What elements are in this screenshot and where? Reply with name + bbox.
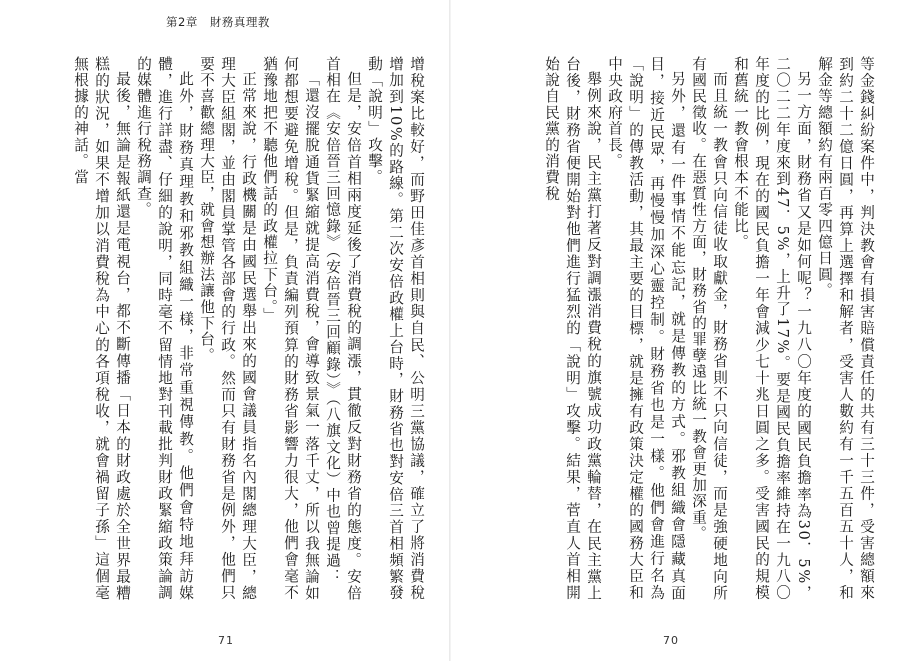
- paragraph: 而且統一教會只向信徒收取獻金，財務省則不只向信徒，而是強硬地向所有國民徵收。在惡質性方面，財務省的罪孽遠比統一教會更加深重。: [690, 56, 728, 601]
- paragraph: 另外，還有一件事情不能忘記，就是傳教的方式。邪教組織會隱藏真面目，接近民眾，再慢慢加深心靈控制。財務省也是一樣。他們會進行名為「說明」的傳教活動，其最主要的目標，就是擁有政策決定權的國務大臣和中央政府首長。: [606, 56, 686, 601]
- paragraph: 「還沒擺脫通貨緊縮就提高消費稅，會導致景氣一落千丈，所以我無論如何都想要避免增稅。但是，負責編列預算的財務省影響力很大，他們會毫不猶豫地把不聽他們話的政權拉下台。」: [261, 56, 320, 601]
- paragraph: 增稅案比較好，而野田佳彥首相則與自民、公明三黨協議，確立了將消費稅增加到10%的路線。第二次安倍政權上台時，財務省也對安倍三首相頻繁發動「說明」攻擊。: [366, 56, 425, 601]
- paragraph: 正常來說，行政機關是由國民選舉出來的國會議員指名內閣總理大臣，總理大臣組閣，並由閣員掌管各部會的行政。然而只有財務省是例外，他們只要不喜歡總理大臣，就會想辦法讓他下台。: [198, 56, 257, 601]
- left-page-body: [22, 56, 427, 601]
- paragraph: 另一方面，財務省又是如何呢？一九八〇年度的國民負擔率為30．5%，二〇二二年度來到47．5%，上升了17%。要是國民負擔率維持在一九八〇年度的比例，現在的國民負擔一年會減少七十兆日圓之多。受害國民的規模和舊統一教會根本不能比。: [732, 56, 812, 601]
- right-page: [450, 0, 900, 661]
- running-head: 第2章 財務真理教: [166, 15, 270, 29]
- page-number: 71: [218, 634, 234, 647]
- paragraph: 最後，無論是報紙還是電視台，都不斷傳播「日本的財政處於全世界最糟糕的狀況，如果不增加以消費稅為中心的各項稅收，就會禍留子孫」這個毫無根據的神話。當: [72, 56, 131, 601]
- right-page-body: [472, 56, 877, 601]
- paragraph: 等金錢糾紛案件中，判決教會有損害賠償責任的共有三十三件，受害總額來到約二十二億日圓，再算上選擇和解者，受害人數約有一千五百五十人，和解金等總額約有兩百零四億日圓。: [816, 56, 875, 601]
- paragraph: 舉例來說，民主黨打著反對調漲消費稅的旗號成功政黨輪替，在民主黨上台後，財務省便開始對他們進行猛烈的「說明」攻擊。結果，菅直人首相開始說自民黨的消費稅: [543, 56, 602, 601]
- paragraph: 此外，財務真理教和邪教組織一樣，非常重視傳教。他們會特地拜訪媒體，進行詳盡、仔細的說明，同時毫不留情地對刊載批判財政緊縮政策論調的媒體進行稅務調查。: [135, 56, 194, 601]
- paragraph: 但是，安倍首相兩度延後了消費稅的調漲，貫徹反對財務省的態度。安倍首相在《安倍晉三回憶錄》（安倍晉三回顧錄）》（八旗文化）中也曾提過：: [324, 56, 362, 601]
- page-number: 70: [663, 634, 679, 647]
